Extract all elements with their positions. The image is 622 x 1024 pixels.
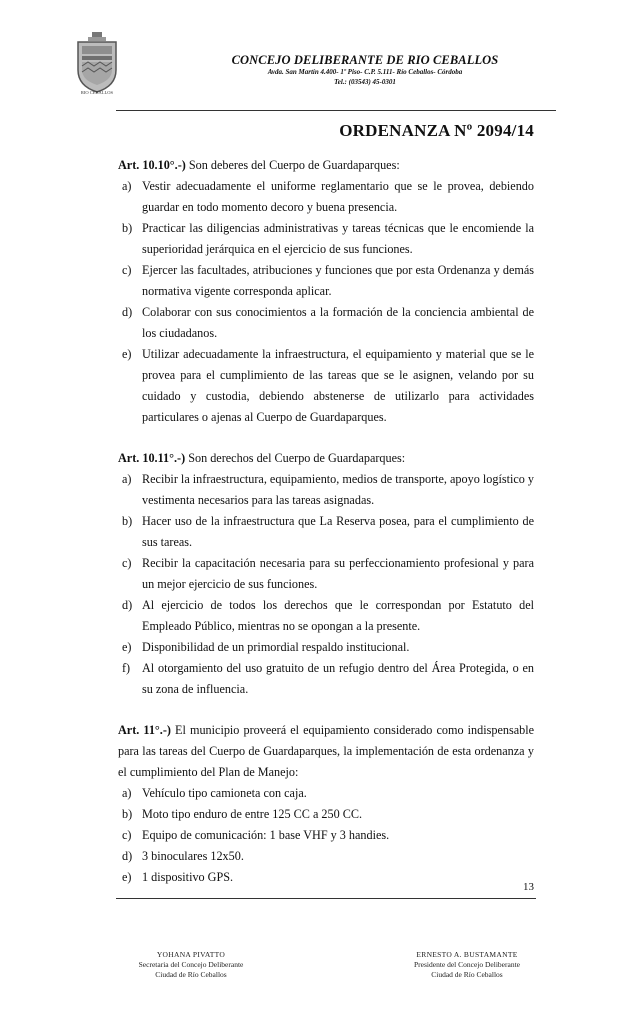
item-text: Disponibilidad de un primordial respaldo institucional. — [142, 640, 410, 654]
article-items — [118, 783, 534, 888]
item-marker: c) — [122, 828, 132, 842]
signature-secretary — [96, 950, 286, 980]
signatory-place: Ciudad de Río Ceballos — [155, 970, 227, 979]
item-text: Ejercer las facultades, atribuciones y funciones que por esta Ordenanza y demás normativa vigente corresponda aplicar. — [142, 263, 534, 298]
list-item — [118, 218, 534, 260]
signature-president — [372, 950, 562, 980]
article-label: Art. 10.11°.-) — [118, 451, 186, 465]
list-item — [118, 637, 534, 658]
signatory-place: Ciudad de Río Ceballos — [431, 970, 503, 979]
footer-divider — [116, 898, 536, 899]
item-marker: b) — [122, 221, 133, 235]
article-intro: El municipio proveerá el equipamiento considerado como indispensable para las tareas del Cuerpo de Guardaparques, la implementación de esta ordenanza y el cumplimiento del Plan de Manejo: — [118, 723, 535, 779]
document-body — [118, 155, 534, 908]
item-text: Recibir la infraestructura, equipamiento, medios de transporte, apoyo logístico y vestimenta necesarios para las tareas asignadas. — [142, 472, 534, 507]
list-item — [118, 260, 534, 302]
item-marker: a) — [122, 472, 132, 486]
item-marker: e) — [122, 870, 132, 884]
article-10-11 — [118, 448, 534, 700]
header-divider — [116, 110, 556, 111]
item-text: Equipo de comunicación: 1 base VHF y 3 handies. — [142, 828, 390, 842]
item-text: 1 dispositivo GPS. — [142, 870, 234, 884]
item-marker: e) — [122, 640, 132, 654]
item-text: Hacer uso de la infraestructura que La Reserva posea, para el cumplimiento de sus tareas. — [142, 514, 534, 549]
article-10-10 — [118, 155, 534, 428]
list-item — [118, 846, 534, 867]
page-number: 13 — [523, 881, 534, 893]
item-marker: c) — [122, 263, 132, 277]
list-item — [118, 302, 534, 344]
article-intro: Son deberes del Cuerpo de Guardaparques: — [185, 158, 400, 172]
signatory-name: YOHANA PIVATTO — [156, 950, 226, 959]
list-item — [118, 825, 534, 846]
item-text: Al otorgamiento del uso gratuito de un refugio dentro del Área Protegida, o en su zona de influencia. — [142, 661, 534, 696]
list-item — [118, 804, 534, 825]
signatory-role: Secretaria del Concejo Deliberante — [138, 960, 244, 969]
item-marker: d) — [122, 849, 133, 863]
ordinance-number: ORDENANZA Nº 2094/14 — [339, 121, 534, 140]
list-item — [118, 344, 534, 428]
signatory-role: Presidente del Concejo Deliberante — [413, 960, 520, 969]
article-label: Art. 10.10°.-) — [118, 158, 186, 172]
article-label: Art. 11°.-) — [118, 723, 171, 737]
list-item — [118, 469, 534, 511]
article-11 — [118, 720, 534, 888]
item-marker: a) — [122, 786, 132, 800]
item-marker: a) — [122, 179, 132, 193]
item-text: Al ejercicio de todos los derechos que le correspondan por Estatuto del Empleado Público, mientras no se opongan a la presente. — [142, 598, 534, 633]
list-item — [118, 783, 534, 804]
item-marker: b) — [122, 807, 133, 821]
item-marker: d) — [122, 598, 133, 612]
article-items — [118, 469, 534, 700]
list-item — [118, 511, 534, 553]
item-text: 3 binoculares 12x50. — [142, 849, 244, 863]
item-text: Utilizar adecuadamente la infraestructura, el equipamiento y material que se le provea para el cumplimiento de las tareas que se le asignen, velando por su cuidado y custodia, debiendo abstenerse de utilizarlo para actividades particulares o ajenas al Cuerpo de Guardaparques. — [142, 347, 534, 424]
item-text: Moto tipo enduro de entre 125 CC a 250 CC. — [142, 807, 363, 821]
item-marker: b) — [122, 514, 133, 528]
item-text: Colaborar con sus conocimientos a la formación de la conciencia ambiental de los ciudadanos. — [142, 305, 534, 340]
item-text: Vehículo tipo camioneta con caja. — [142, 786, 307, 800]
municipal-crest-icon — [74, 30, 120, 96]
item-text: Practicar las diligencias administrativas y tareas técnicas que le encomiende la superioridad jerárquica en el ejercicio de sus funciones. — [142, 221, 534, 256]
list-item — [118, 658, 534, 700]
item-marker: d) — [122, 305, 133, 319]
council-address: Avda. San Martín 4.400- 1º Piso- C.P. 5.111- Río Ceballos- Córdoba — [267, 68, 463, 76]
council-title: CONCEJO DELIBERANTE DE RIO CEBALLOS — [231, 53, 499, 67]
article-items — [118, 176, 534, 428]
item-marker: e) — [122, 347, 132, 361]
item-text: Vestir adecuadamente el uniforme reglamentario que se le provea, debiendo guardar en todo momento decoro y buena presencia. — [142, 179, 534, 214]
item-marker: f) — [122, 661, 131, 675]
list-item — [118, 867, 534, 888]
crest-caption: RIO CEBALLOS — [80, 90, 114, 95]
list-item — [118, 553, 534, 595]
item-text: Recibir la capacitación necesaria para su perfeccionamiento profesional y para un mejor ejercicio de sus funciones. — [142, 556, 534, 591]
council-phone: Tel.: (03543) 45-0301 — [334, 78, 396, 86]
item-marker: c) — [122, 556, 132, 570]
article-intro: Son derechos del Cuerpo de Guardaparques: — [185, 451, 406, 465]
signatory-name: ERNESTO A. BUSTAMANTE — [416, 950, 518, 959]
list-item — [118, 595, 534, 637]
list-item — [118, 176, 534, 218]
